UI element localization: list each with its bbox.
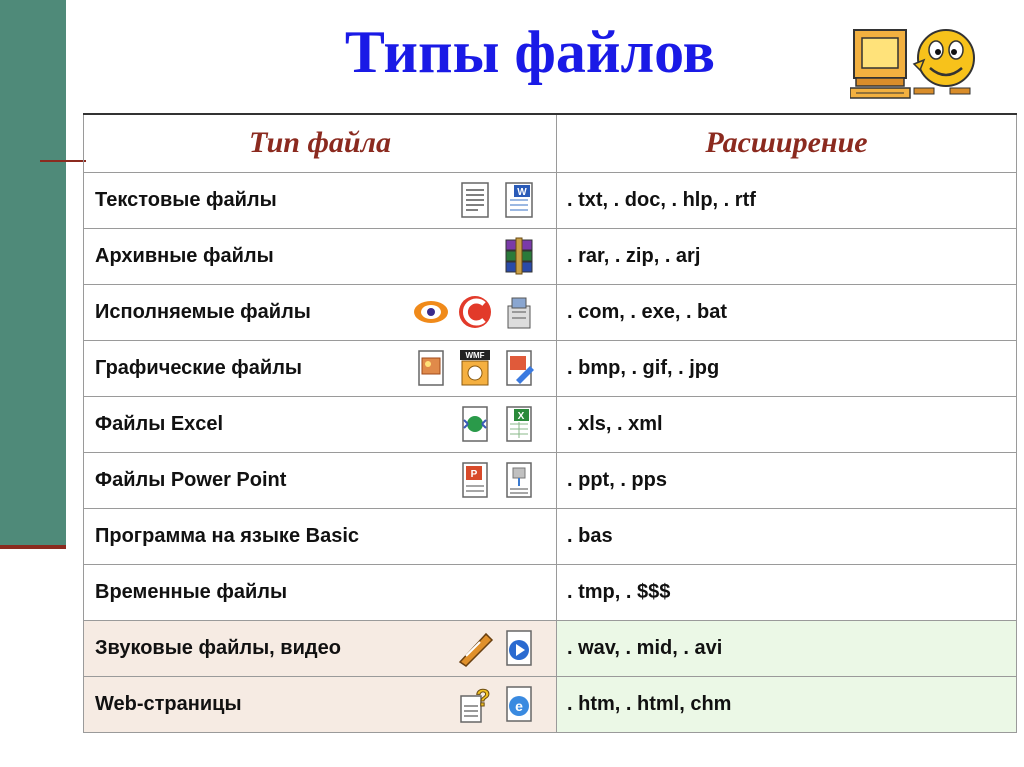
table-row — [84, 340, 1017, 396]
extensions-text: . txt, . doc, . hlp, . rtf — [567, 188, 756, 211]
table-row — [84, 396, 1017, 452]
table-row — [84, 508, 1017, 564]
table-row — [84, 676, 1017, 732]
file-type-label: Графические файлы — [95, 356, 302, 379]
file-type-label: Файлы Power Point — [95, 468, 287, 491]
slide-tick-line — [40, 160, 86, 162]
xml-file-icon — [456, 404, 494, 444]
extensions-text: . rar, . zip, . arj — [567, 244, 701, 267]
audio-file-icon — [456, 628, 494, 668]
internet-explorer-icon — [500, 684, 538, 724]
word-document-icon — [500, 180, 538, 220]
table-header-row — [84, 114, 1017, 172]
table-row — [84, 452, 1017, 508]
file-type-label: Программа на языке Basic — [95, 524, 359, 547]
table-row — [84, 284, 1017, 340]
c-app-icon — [456, 292, 494, 332]
file-type-label: Исполняемые файлы — [95, 300, 311, 323]
help-file-icon — [456, 684, 494, 724]
table-row — [84, 564, 1017, 620]
file-type-label: Архивные файлы — [95, 244, 274, 267]
extensions-text: . bas — [567, 524, 613, 547]
file-type-label: Текстовые файлы — [95, 188, 277, 211]
file-types-table — [83, 113, 1017, 733]
pps-file-icon — [500, 460, 538, 500]
extensions-text: . xls, . xml — [567, 412, 663, 435]
svg-text:e: e — [515, 698, 523, 714]
extensions-text: . wav, . mid, . avi — [567, 636, 723, 659]
table-row — [84, 228, 1017, 284]
svg-text:WMF: WMF — [465, 351, 485, 360]
picture-file-icon — [412, 348, 450, 388]
excel-file-icon — [500, 404, 538, 444]
svg-text:?: ? — [475, 685, 491, 712]
header-type: Тип файла — [84, 114, 557, 172]
wmf-image-icon — [456, 348, 494, 388]
paint-file-icon — [500, 348, 538, 388]
svg-text:W: W — [517, 187, 527, 198]
winrar-archive-icon — [500, 236, 538, 276]
extensions-text: . tmp, . $$$ — [567, 580, 671, 603]
text-document-icon — [456, 180, 494, 220]
page-title: Типы файлов — [344, 19, 716, 85]
eye-app-icon — [412, 292, 450, 332]
extensions-text: . htm, . html, chm — [567, 692, 732, 715]
extensions-text: . bmp, . gif, . jpg — [567, 356, 720, 379]
header-extension: Расширение — [557, 114, 1017, 172]
svg-text:P: P — [470, 469, 478, 480]
svg-text:X: X — [517, 411, 525, 422]
file-type-label: Звуковые файлы, видео — [95, 636, 341, 659]
computer-mascot-icon — [850, 18, 980, 104]
extensions-text: . com, . exe, . bat — [567, 300, 728, 323]
powerpoint-file-icon — [456, 460, 494, 500]
table-row — [84, 620, 1017, 676]
media-player-icon — [500, 628, 538, 668]
file-type-label: Web-страницы — [95, 692, 242, 715]
table-row — [84, 172, 1017, 228]
extensions-text: . ppt, . pps — [567, 468, 667, 491]
setup-exe-icon — [500, 292, 538, 332]
slide-side-rule — [0, 545, 66, 549]
file-type-label: Временные файлы — [95, 580, 288, 603]
file-type-label: Файлы Excel — [95, 412, 224, 435]
